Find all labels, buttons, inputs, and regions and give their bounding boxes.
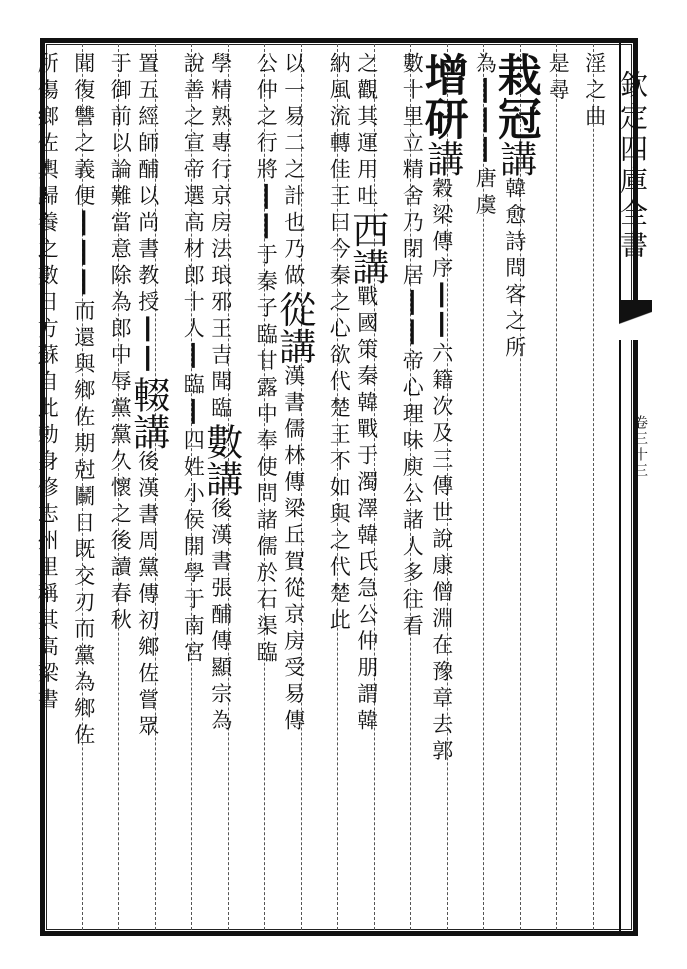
text-column-8 — [317, 52, 352, 924]
text-run: 為┃┃┃唐虞 — [473, 52, 498, 220]
text-column-2 — [536, 52, 571, 924]
text-run: 之觀其運用吐 — [354, 52, 379, 211]
text-run: 聞復讐之義便┃┃┃而還與鄉佐期尅鬭日既交刃而黨為鄉佐 — [71, 52, 96, 750]
text-run: 後漢書周黨傳初鄉佐嘗眾 — [135, 450, 160, 742]
text-run: 公仲之行將┃┃于秦 — [254, 52, 279, 297]
text-run: 納風流轉佳 — [327, 52, 352, 185]
lecture-heading: 栽冠 — [489, 52, 541, 140]
text-column-1 — [573, 52, 605, 924]
text-run: 王曰今秦之心欲代楚王不如與之代楚此 — [327, 184, 352, 635]
text-run: 戰國策秦韓戰于濁澤韓氏急公仲朋謂韓 — [354, 285, 379, 736]
lecture-heading: 西 — [345, 211, 389, 248]
lecture-heading: 講 — [420, 140, 464, 177]
text-run: 中辱黨黨久懷之後讀春秋 — [108, 343, 133, 635]
lecture-heading: 講 — [272, 327, 316, 365]
text-column-15 — [62, 52, 94, 924]
text-run: 子臨甘露中奉使問諸儒於石渠臨 — [254, 296, 279, 668]
text-column-16 — [25, 52, 60, 924]
text-column-5 — [416, 52, 468, 924]
text-run: 韓愈詩問客之所 — [502, 177, 527, 363]
volume-number: 卷三十三 — [632, 415, 648, 479]
lecture-heading: 增研 — [416, 52, 468, 140]
text-column-11 — [199, 52, 243, 924]
text-run: 淫之曲 — [582, 52, 607, 132]
text-column-14 — [98, 52, 133, 924]
book-title: 欽定四庫全書 — [616, 70, 649, 262]
text-run: 說善之宣帝選高材郎十人┃臨┃ — [181, 52, 206, 429]
lecture-heading: 講 — [126, 413, 170, 450]
text-column-10 — [244, 52, 279, 924]
lecture-heading: 講 — [199, 460, 243, 497]
text-run: 于御前以論難當意除為郎 — [108, 52, 133, 344]
lecture-heading: 講 — [345, 248, 389, 285]
text-column-7 — [345, 52, 389, 924]
text-column-12 — [171, 52, 206, 924]
text-run: 置五經師酺以尚書教授┃┃ — [135, 52, 160, 376]
lecture-heading: 數 — [199, 423, 243, 460]
text-run: 後漢書張酺傳顯宗為 — [208, 497, 233, 736]
text-run: 是尋 — [546, 52, 571, 105]
text-column-3 — [489, 52, 541, 924]
text-run: 學精熟專行京房法琅邪王吉聞臨 — [208, 52, 233, 423]
text-run: 四姓小侯開學于南宮 — [181, 429, 206, 668]
text-run: 以一易二之計也乃做 — [281, 52, 306, 291]
lecture-heading: 從 — [272, 290, 316, 328]
lecture-heading: 輟 — [126, 376, 170, 413]
fish-tail-mark — [619, 300, 652, 340]
text-column-4 — [463, 52, 498, 924]
text-column-13 — [126, 52, 170, 924]
text-run: 數十里立精舍乃閉居┃┃帝心理味庾公諸人多往看 — [400, 52, 425, 641]
text-column-9 — [272, 52, 316, 924]
text-run: 穀梁傳序┃┃六籍次及三傳世說康僧淵在豫章去郭 — [429, 177, 454, 766]
text-run: 所傷鄉佐輿歸養之數日方蘇自此勅身修志州里稱其高梁書 — [35, 52, 60, 715]
lecture-heading: 講 — [493, 140, 537, 177]
text-run: 漢書儒林傳梁丘賀從京房受易傳 — [281, 364, 306, 736]
text-column-6 — [390, 52, 425, 924]
